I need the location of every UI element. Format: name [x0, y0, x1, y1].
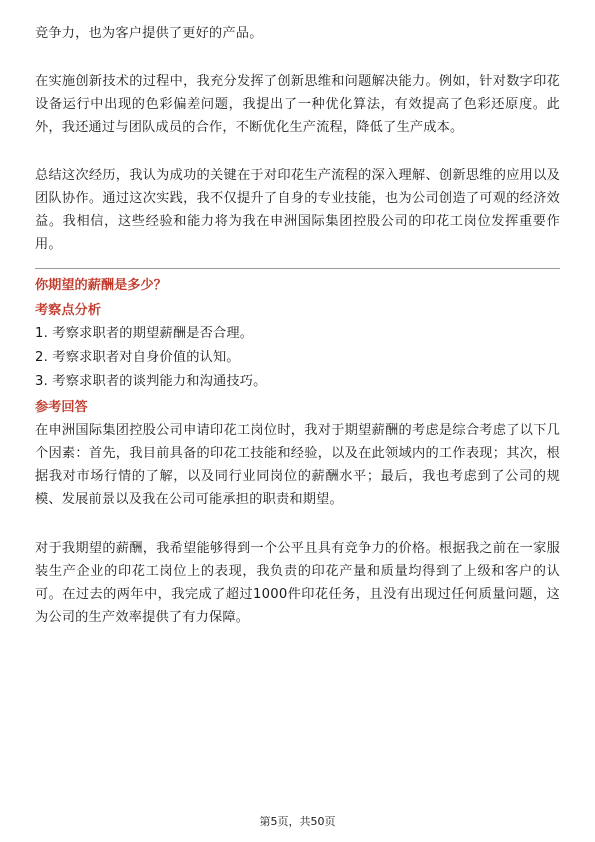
analysis-title: 考察点分析: [35, 303, 101, 318]
answer-paragraph: 在申洲国际集团控股公司申请印花工岗位时，我对于期望薪酬的考虑是综合考虑了以下几个因素：首先，我目前具备的印花工技能和经验，以及在此领域内的工作表现；其次，根据我对市场行情的了解，以及同行业同岗位的薪酬水平；最后，我也考虑到了公司的规模、发展前景以及我在公司可能承担的职责和期望。: [35, 423, 560, 507]
analysis-item: 2. 考察求职者对自身价值的认知。: [35, 350, 240, 365]
page-number-footer: 第5页，共50页: [259, 815, 336, 828]
page-content: [35, 22, 560, 629]
analysis-item: 1. 考察求职者的期望薪酬是否合理。: [35, 326, 254, 341]
answer-paragraph: 对于我期望的薪酬，我希望能够得到一个公平且具有竞争力的价格。根据我之前在一家服装生产企业的印花工岗位上的表现，我负责的印花产量和质量均得到了上级和客户的认可。在过去的两年中，我完成了超过1000件印花任务，且没有出现过任何质量问题，这为公司的生产效率提供了有力保障。: [35, 541, 560, 625]
section-divider: [35, 268, 560, 269]
paragraph-summary: 总结这次经历，我认为成功的关键在于对印花生产流程的深入理解、创新思维的应用以及团队协作。通过这次实践，我不仅提升了自身的专业技能，也为公司创造了可观的经济效益。我相信，这些经验和能力将为我在申洲国际集团控股公司的印花工岗位发挥重要作用。: [35, 168, 560, 252]
analysis-item: 3. 考察求职者的谈判能力和沟通技巧。: [35, 374, 267, 389]
question-heading: 你期望的薪酬是多少？: [35, 278, 167, 293]
paragraph-innovation: 在实施创新技术的过程中，我充分发挥了创新思维和问题解决能力。例如，针对数字印花设备运行中出现的色彩偏差问题，我提出了一种优化算法，有效提高了色彩还原度。此外，我还通过与团队成员的合作，不断优化生产流程，降低了生产成本。: [35, 74, 560, 135]
paragraph-continuation: 竞争力，也为客户提供了更好的产品。: [35, 26, 263, 41]
answer-title: 参考回答: [35, 400, 88, 415]
